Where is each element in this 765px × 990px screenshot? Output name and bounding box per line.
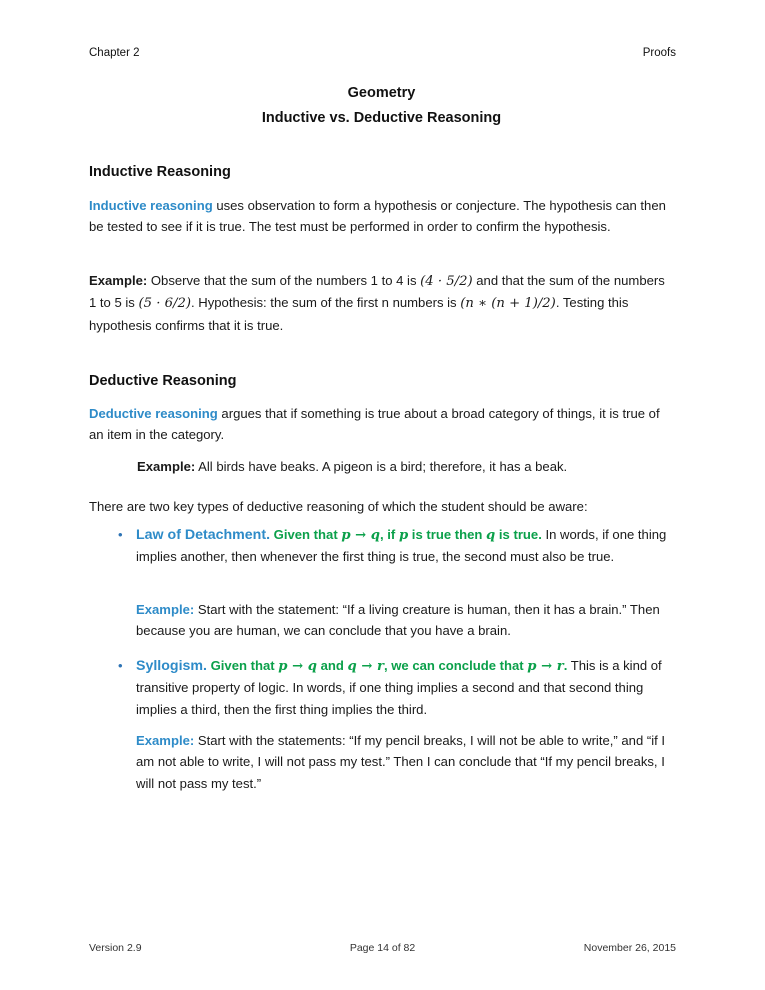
footer-date: November 26, 2015 <box>583 942 677 954</box>
list-item-title-law-of-detachment: Law of Detachment. <box>136 527 271 543</box>
label-example-inductive: Example: <box>89 273 148 288</box>
logic-text-mid-1: and <box>316 658 348 673</box>
list-item-body-syllogism: This is a kind of transitive property of logic. In words, if one thing implies a second and that second thing implies a third, then the first thing implies the third. <box>136 658 662 717</box>
math-expression-n-times-n-plus-1-over-2: (n ∗ (n + 1)/2) <box>460 296 556 312</box>
text-inductive-definition: uses observation to form a hypothesis or conjecture. The hypothesis can then be tested to see if it is true. The test must be performed in order to confirm the hypothesis. <box>89 198 666 235</box>
logic-statement-detachment <box>270 527 542 542</box>
math-p-implies-q: p → q <box>341 528 381 543</box>
label-example-syllogism: Example: <box>136 733 195 748</box>
label-example-deductive: Example: <box>137 459 196 474</box>
math-p-implies-r: p → r <box>527 659 564 674</box>
bullet-glyph-icon: • <box>118 658 123 673</box>
list-item-body-detachment: In words, if one thing implies another, then whenever the first thing is true, the second must also be true. <box>136 527 667 565</box>
text-inductive-example-2: and that the sum of the numbers 1 to 5 is <box>89 273 665 311</box>
paragraph-inductive-definition <box>89 195 674 238</box>
text-inductive-example-1: Observe that the sum of the numbers 1 to 4 is <box>147 273 421 288</box>
list-item <box>89 655 674 720</box>
heading-inductive-reasoning: Inductive Reasoning <box>89 164 231 180</box>
text-inductive-example-4: . Testing this hypothesis confirms that it is true. <box>89 295 629 333</box>
logic-text-pre: Given that <box>206 658 279 673</box>
running-head-section: Proofs <box>642 47 676 59</box>
footer-version: Version 2.9 <box>89 942 142 954</box>
footer-page-number: Page 14 of 82 <box>349 942 416 954</box>
logic-text-post: is true. <box>495 527 542 542</box>
page-footer <box>89 942 676 954</box>
math-expression-4-times-5-over-2: (4 · 5/2) <box>420 274 473 289</box>
document-title-line-2: Inductive vs. Deductive Reasoning <box>261 110 502 126</box>
text-deductive-definition: argues that if something is true about a broad category of things, it is true of an item in the category. <box>89 406 660 443</box>
paragraph-deductive-intro: There are two key types of deductive reasoning of which the student should be aware: <box>89 499 588 514</box>
logic-text-pre: Given that <box>270 527 342 542</box>
heading-deductive-reasoning: Deductive Reasoning <box>89 373 237 389</box>
label-example-detachment: Example: <box>136 602 195 617</box>
paragraph-deductive-definition <box>89 403 674 446</box>
bullet-glyph-icon: • <box>118 527 123 542</box>
math-expression-5-times-6-over-2: (5 · 6/2) <box>138 296 191 312</box>
text-deductive-example: All birds have beaks. A pigeon is a bird; therefore, it has a beak. <box>195 459 568 474</box>
logic-statement-syllogism <box>207 658 567 673</box>
document-title-line-1: Geometry <box>347 85 416 101</box>
paragraph-detachment-example <box>136 599 674 642</box>
text-detachment-example: Start with the statement: “If a living creature is human, then it has a brain.” Then because you are human, we can conclude that you have a brain. <box>136 602 660 639</box>
math-p-implies-q: p → q <box>278 659 317 674</box>
term-inductive-reasoning: Inductive reasoning <box>89 198 213 213</box>
running-head <box>89 47 676 59</box>
logic-text-post: . <box>563 658 568 673</box>
text-inductive-example-3: . Hypothesis: the sum of the first n numbers is <box>190 295 461 311</box>
math-p: p <box>398 528 409 543</box>
paragraph-inductive-example <box>89 270 674 336</box>
paragraph-deductive-example <box>137 456 674 477</box>
logic-text-mid-2: , we can conclude that <box>383 658 528 673</box>
running-head-chapter: Chapter 2 <box>89 47 140 59</box>
paragraph-syllogism-example <box>136 730 674 794</box>
math-q-implies-r: q → r <box>347 659 384 674</box>
list-item-title-syllogism: Syllogism. <box>136 658 207 674</box>
logic-text-mid-2: is true then <box>408 527 487 542</box>
list-item-content <box>136 524 674 568</box>
text-syllogism-example: Start with the statements: “If my pencil breaks, I will not be able to write,” and “if I am not able to write, I will not pass my test.” Then I can conclude that “If my pencil breaks, I will not pass my test.” <box>136 733 666 791</box>
math-q: q <box>486 528 496 543</box>
list-item-content <box>136 655 674 720</box>
logic-text-mid-1: , if <box>380 527 399 542</box>
list-item <box>89 524 674 568</box>
term-deductive-reasoning: Deductive reasoning <box>89 406 218 421</box>
